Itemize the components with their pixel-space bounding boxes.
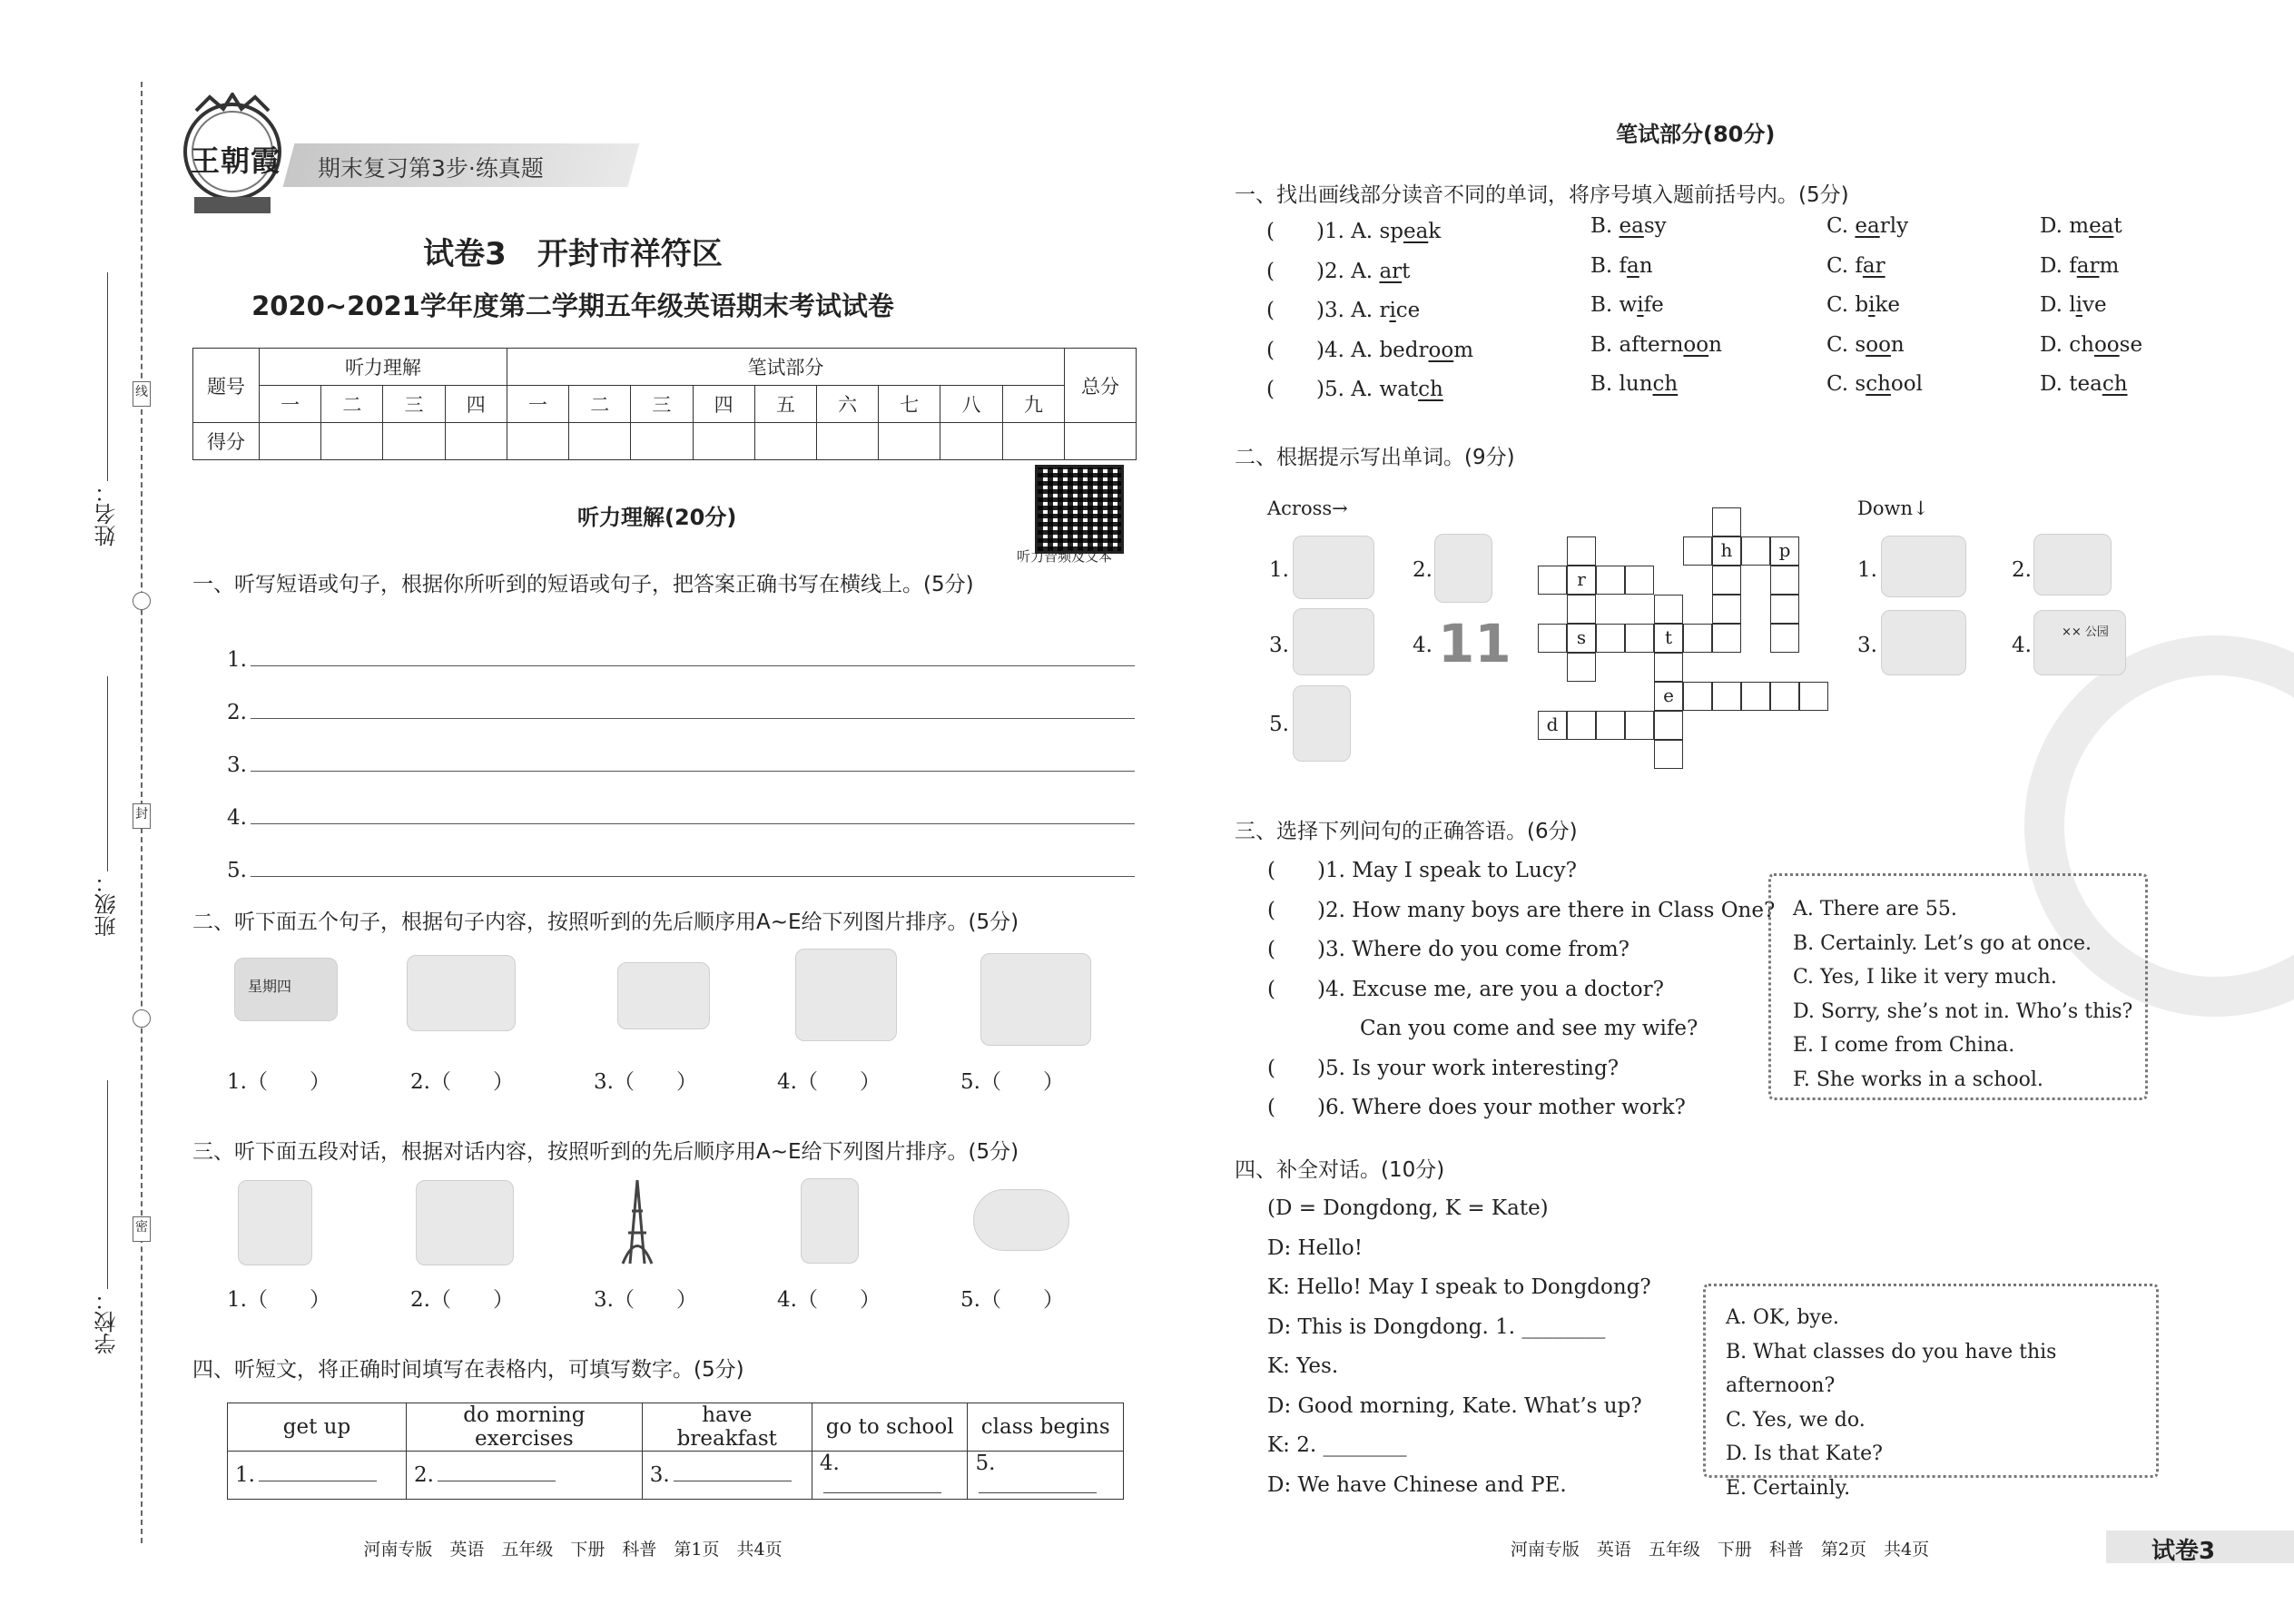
word-underlined: ar — [1862, 253, 1885, 278]
word-part: C. s — [1826, 332, 1866, 357]
school-line — [107, 1080, 108, 1289]
dialogue-line: D: Hello! — [1267, 1235, 1363, 1260]
w-q4-title: 四、补全对话。(10分) — [1235, 1158, 1445, 1182]
word-underlined: ch — [1418, 378, 1443, 401]
score-table — [192, 348, 1137, 460]
across-num: 5. — [1269, 713, 1289, 736]
blank-number: 2. — [414, 1463, 434, 1487]
dialogue-line: D: We have Chinese and PE. — [1267, 1472, 1567, 1497]
listening-group: 听力理解 — [260, 349, 507, 386]
across-label: Across→ — [1267, 497, 1348, 519]
phonics-row — [1266, 372, 2174, 412]
dialogue-line: (D = Dongdong, K = Kate) — [1267, 1196, 1549, 1220]
time-blank[interactable] — [812, 1452, 968, 1500]
time-blank[interactable] — [642, 1452, 812, 1500]
cw-cell[interactable] — [1567, 624, 1596, 653]
word-part: D. m — [2040, 214, 2090, 238]
word-part: t — [2113, 214, 2122, 238]
class-label: 班级： — [94, 871, 120, 937]
score-cell[interactable] — [879, 423, 940, 460]
picture-grandpa-cooking — [407, 955, 516, 1031]
score-cell[interactable] — [816, 423, 878, 460]
cw-cell[interactable] — [1567, 536, 1596, 566]
across-num: 1. — [1269, 558, 1289, 582]
listening-title: 听力理解(20分) — [577, 505, 737, 530]
down-num: 2. — [2012, 558, 2032, 582]
word-part: wat — [1379, 378, 1419, 401]
given-letter: s — [1576, 626, 1587, 648]
word-part: C. — [1826, 214, 1856, 238]
word-underlined: ar — [1379, 259, 1403, 283]
cw-cell[interactable] — [1683, 536, 1712, 566]
across-num: 3. — [1269, 634, 1289, 657]
cw-cell[interactable] — [1712, 566, 1741, 595]
order-2[interactable]: 2.（ ） — [410, 1288, 514, 1312]
given-letter: d — [1546, 714, 1559, 735]
cw-cell[interactable] — [1770, 536, 1799, 566]
option: B. Certainly. Let’s go at once. — [1793, 931, 2092, 955]
picture-people-walking — [1881, 536, 1966, 597]
word-part: sp — [1379, 220, 1403, 243]
footer-left: 河南专版 英语 五年级 下册 科普 第1页 共4页 — [363, 1540, 783, 1560]
word-part: n — [1639, 253, 1653, 278]
exam-title: 2020~2021学年度第二学期五年级英语期末考试试卷 — [251, 290, 894, 321]
col-num: 二 — [569, 386, 631, 423]
blank-number: 3. — [649, 1463, 670, 1487]
picture-boy-waving — [1434, 534, 1492, 603]
seal-mark-2: 封 — [133, 803, 151, 829]
word-part: D. f — [2040, 253, 2077, 278]
score-cell[interactable] — [321, 423, 383, 460]
picture-books — [617, 962, 710, 1029]
dialogue-line: K: Hello! May I speak to Dongdong? — [1267, 1275, 1651, 1299]
score-cell[interactable] — [754, 423, 816, 460]
paper-title — [0, 229, 1146, 273]
brand-text: 王朝霞 — [191, 143, 281, 178]
given-letter: r — [1577, 568, 1586, 590]
time-blank[interactable] — [228, 1452, 407, 1500]
word-part: t — [1402, 259, 1411, 283]
footer-right: 河南专版 英语 五年级 下册 科普 第2页 共4页 — [1510, 1540, 1930, 1560]
picture-hospital — [1293, 608, 1374, 675]
cw-cell[interactable] — [1654, 682, 1683, 711]
score-row-header: 题号 — [193, 349, 260, 423]
word-part: n — [1890, 332, 1905, 357]
picture-clock-bed — [416, 1180, 514, 1265]
phonics-rows — [1266, 214, 2174, 412]
cw-cell[interactable] — [1596, 566, 1625, 595]
score-cell[interactable] — [445, 423, 507, 460]
score-cell[interactable] — [1002, 423, 1064, 460]
word-part: bedr — [1379, 338, 1429, 362]
order-5[interactable]: 5.（ ） — [960, 1288, 1064, 1312]
word-part: D. ch — [2040, 332, 2094, 357]
word-part: B. w — [1590, 293, 1638, 317]
word-underlined: oo — [1683, 332, 1709, 357]
option: E. Certainly. — [1726, 1476, 1851, 1500]
dialogue-line[interactable]: K: 2. ________ — [1267, 1433, 1407, 1457]
w-q3-options-box — [1768, 873, 2148, 1100]
word-part: fe — [1643, 293, 1664, 317]
col-num: 七 — [879, 386, 940, 423]
w-q4-options-box — [1703, 1284, 2159, 1500]
option: A. There are 55. — [1793, 898, 1957, 920]
picture-city-skyline — [2033, 534, 2112, 595]
blank-number: 4. — [819, 1452, 840, 1475]
seal-mark-1: 线 — [133, 381, 151, 407]
question[interactable]: ( )2. How many boys are there in Class One? — [1267, 898, 1776, 922]
col-num: 六 — [816, 386, 878, 423]
word-underlined: i — [1389, 299, 1396, 322]
time-table — [227, 1403, 1124, 1500]
blank-number: 1. — [235, 1463, 255, 1487]
row-bracket[interactable]: ( )3. A. — [1266, 299, 1373, 322]
cw-cell[interactable] — [1654, 740, 1683, 769]
cw-cell[interactable] — [1712, 536, 1741, 566]
score-cell[interactable] — [260, 423, 321, 460]
picture-park-gate — [2033, 610, 2126, 675]
option: C. Yes, we do. — [1726, 1408, 1866, 1432]
line-number: 3. — [227, 753, 247, 777]
col-num: 九 — [1002, 386, 1064, 423]
cw-cell[interactable] — [1770, 566, 1799, 595]
word-part: C. b — [1826, 293, 1869, 317]
score-cell[interactable] — [569, 423, 631, 460]
across-num: 2. — [1413, 558, 1433, 582]
dictation-lines — [227, 619, 1135, 882]
score-cell[interactable] — [383, 423, 445, 460]
word-part: B. aftern — [1590, 332, 1684, 357]
cw-cell[interactable] — [1567, 566, 1596, 595]
total-header: 总分 — [1065, 349, 1137, 423]
w-q2-title: 二、根据提示写出单词。(9分) — [1235, 446, 1515, 469]
word-part: D. l — [2040, 293, 2076, 317]
cw-cell[interactable] — [1567, 711, 1596, 740]
phonics-row — [1266, 293, 2174, 333]
question-continued: Can you come and see my wife? — [1360, 1017, 1698, 1040]
cw-cell[interactable] — [1596, 711, 1625, 740]
word-part: se — [2119, 332, 2143, 357]
cw-cell[interactable] — [1654, 624, 1683, 653]
binding-hole-1 — [133, 592, 151, 610]
word-part: ool — [1890, 372, 1923, 396]
word-underlined: ea — [2089, 214, 2114, 238]
order-2[interactable]: 2.（ ） — [410, 1070, 514, 1094]
cw-cell[interactable] — [1770, 595, 1799, 624]
word-part: n — [1708, 332, 1722, 357]
down-label: Down↓ — [1857, 497, 1929, 519]
word-part: ce — [1395, 299, 1421, 322]
order-3[interactable]: 3.（ ） — [594, 1070, 697, 1094]
col-num: 四 — [445, 386, 507, 423]
row-bracket[interactable]: ( )2. A. — [1266, 259, 1373, 283]
cw-cell[interactable] — [1654, 653, 1683, 682]
col-num: 三 — [631, 386, 693, 423]
across-num: 4. — [1413, 634, 1433, 657]
cw-cell[interactable] — [1654, 711, 1683, 740]
dialogue-line: K: Yes. — [1267, 1354, 1339, 1378]
down-num: 4. — [2012, 634, 2032, 657]
qr-caption: 听力音频及文本 — [1017, 548, 1113, 565]
answer-line[interactable] — [251, 665, 1135, 666]
score-cell[interactable] — [631, 423, 693, 460]
row-bracket[interactable]: ( )5. A. — [1266, 378, 1373, 401]
name-label: 姓名： — [94, 481, 120, 546]
cw-cell[interactable] — [1538, 566, 1567, 595]
cw-cell[interactable] — [1741, 682, 1770, 711]
school-label: 学校： — [94, 1289, 120, 1354]
given-letter: h — [1720, 539, 1733, 561]
picture-girl-phone — [238, 1180, 312, 1265]
cw-cell[interactable] — [1654, 595, 1683, 624]
word-part: k — [1428, 220, 1442, 243]
word-underlined: i — [2075, 293, 2082, 317]
score-cell[interactable] — [1065, 423, 1137, 460]
cw-cell[interactable] — [1625, 624, 1654, 653]
word-underlined: ea — [1619, 214, 1644, 238]
answer-line[interactable] — [251, 823, 1135, 824]
eiffel-tower-icon — [610, 1178, 665, 1265]
word-underlined: oo — [1866, 332, 1891, 357]
picture-classroom — [1881, 610, 1966, 675]
word-part: ke — [1875, 293, 1901, 317]
cw-cell[interactable] — [1712, 682, 1741, 711]
blank-number: 5. — [975, 1452, 996, 1475]
down-num: 1. — [1857, 558, 1877, 582]
col-num: 一 — [507, 386, 568, 423]
picture-girl-dancing — [1293, 685, 1351, 762]
w-q3-questions — [1267, 851, 1775, 1128]
picture-pizza — [973, 1189, 1069, 1251]
l-q3-title: 三、听下面五段对话，根据对话内容，按照听到的先后顺序用A~E给下列图片排序。(5分) — [192, 1140, 1019, 1164]
word-part: C. f — [1826, 253, 1863, 278]
cw-cell[interactable] — [1538, 624, 1567, 653]
word-part: ve — [2082, 293, 2107, 317]
w-q3-title: 三、选择下列问句的正确答语。(6分) — [1235, 820, 1578, 843]
question[interactable]: ( )5. Is your work interesting? — [1267, 1056, 1620, 1080]
col-num: 五 — [754, 386, 816, 423]
qr-code-icon[interactable] — [1035, 465, 1124, 554]
cw-cell[interactable] — [1683, 624, 1712, 653]
row-bracket[interactable]: ( )1. A. — [1266, 220, 1373, 243]
phonics-row — [1266, 214, 2174, 254]
option: D. Sorry, she’s not in. Who’s this? — [1793, 999, 2133, 1023]
line-number: 1. — [227, 648, 247, 672]
calendar-picture — [234, 958, 338, 1021]
answer-line[interactable] — [251, 771, 1135, 772]
col-num: 八 — [940, 386, 1002, 423]
question[interactable]: ( )3. Where do you come from? — [1267, 938, 1629, 961]
picture-doctor — [801, 1178, 859, 1264]
binding-hole-2 — [133, 1009, 151, 1028]
word-underlined: ch — [1866, 372, 1891, 396]
word-part: rly — [1879, 214, 1909, 238]
question[interactable]: ( )1. May I speak to Lucy? — [1267, 859, 1577, 882]
answer-line[interactable] — [251, 876, 1135, 877]
line-number: 5. — [227, 859, 247, 882]
w-q4-dialogue — [1267, 1189, 1651, 1505]
score-cell[interactable] — [940, 423, 1002, 460]
time-header: do morning exercises — [407, 1403, 643, 1452]
answer-line[interactable] — [251, 718, 1135, 719]
cw-cell[interactable] — [1741, 536, 1770, 566]
writing-title: 笔试部分(80分) — [1616, 122, 1776, 147]
cw-cell[interactable] — [1712, 507, 1741, 536]
calendar-day: 星期四 — [248, 978, 292, 995]
word-underlined: i — [1868, 293, 1876, 317]
paper-number: 试卷3 — [423, 236, 507, 272]
given-letter: e — [1663, 684, 1674, 706]
option: D. Is that Kate? — [1726, 1442, 1883, 1465]
option: C. Yes, I like it very much. — [1793, 966, 2057, 989]
cw-cell[interactable] — [1712, 624, 1741, 653]
phonics-row — [1266, 333, 2174, 373]
given-letter: p — [1778, 539, 1791, 561]
word-part: C. s — [1826, 372, 1866, 396]
down-num: 3. — [1857, 634, 1877, 657]
word-underlined: ar — [2076, 253, 2100, 278]
cw-cell[interactable] — [1538, 711, 1567, 740]
writing-group: 笔试部分 — [507, 349, 1064, 386]
picture-girl-bike — [795, 949, 897, 1041]
order-1[interactable]: 1.（ ） — [227, 1070, 330, 1094]
word-part: B. — [1590, 214, 1620, 238]
cw-cell[interactable] — [1596, 624, 1625, 653]
col-num: 三 — [383, 386, 445, 423]
word-underlined: i — [1637, 293, 1644, 317]
row-bracket[interactable]: ( )4. A. — [1266, 338, 1373, 362]
option: B. What classes do you have this afternoon? — [1726, 1340, 2057, 1397]
cw-cell[interactable] — [1683, 682, 1712, 711]
cw-cell[interactable] — [1567, 595, 1596, 624]
word-part: B. lun — [1590, 372, 1653, 396]
order-4[interactable]: 4.（ ） — [777, 1288, 881, 1312]
col-num: 二 — [321, 386, 383, 423]
option: A. OK, bye. — [1726, 1306, 1839, 1329]
dialogue-line: D: Good morning, Kate. What’s up? — [1267, 1393, 1642, 1418]
cw-cell[interactable] — [1770, 624, 1799, 653]
option: E. I come from China. — [1793, 1034, 2015, 1057]
word-underlined: a — [1627, 253, 1639, 278]
word-part: r — [1379, 299, 1390, 322]
order-1[interactable]: 1.（ ） — [227, 1288, 330, 1312]
time-header: have breakfast — [642, 1403, 812, 1452]
time-blank[interactable] — [968, 1452, 1124, 1500]
word-underlined: oo — [1428, 338, 1454, 362]
word-part: m — [2099, 253, 2120, 278]
col-num: 一 — [260, 386, 321, 423]
corner-tag: 试卷3 — [2151, 1538, 2216, 1565]
dialogue-line[interactable]: D: This is Dongdong. 1. ________ — [1267, 1314, 1606, 1339]
time-blank[interactable] — [407, 1452, 643, 1500]
class-line — [107, 676, 108, 871]
word-part: B. f — [1590, 253, 1628, 278]
word-underlined: ea — [1403, 220, 1429, 243]
time-header: class begins — [968, 1403, 1124, 1452]
time-header: go to school — [812, 1403, 968, 1452]
picture-shop — [1293, 536, 1374, 599]
order-5[interactable]: 5.（ ） — [960, 1070, 1064, 1094]
l-q1-title: 一、听写短语或句子，根据你所听到的短语或句子，把答案正确书写在横线上。(5分) — [192, 573, 974, 596]
phonics-row — [1266, 254, 2174, 294]
order-4[interactable]: 4.（ ） — [777, 1070, 881, 1094]
l-q4-title: 四、听短文，将正确时间填写在表格内，可填写数字。(5分) — [192, 1358, 744, 1382]
score-cell[interactable] — [507, 423, 568, 460]
picture-girl-sleeping — [980, 953, 1091, 1046]
word-underlined: ch — [1652, 372, 1679, 396]
cw-cell[interactable] — [1770, 682, 1799, 711]
number-eleven-icon: 11 — [1438, 613, 1511, 674]
cw-cell[interactable] — [1625, 711, 1654, 740]
cw-cell[interactable] — [1799, 682, 1828, 711]
score-cell[interactable] — [693, 423, 754, 460]
col-num: 四 — [693, 386, 754, 423]
crossword-grid — [1534, 477, 1843, 785]
park-sign: ×× 公园 — [2062, 625, 2109, 639]
question[interactable]: ( )6. Where does your mother work? — [1267, 1096, 1686, 1119]
line-number: 4. — [227, 806, 247, 830]
line-number: 2. — [227, 701, 247, 724]
order-3[interactable]: 3.（ ） — [594, 1288, 697, 1312]
word-underlined: ch — [2102, 372, 2128, 396]
score-row-label: 得分 — [193, 423, 260, 460]
question[interactable]: ( )4. Excuse me, are you a doctor? — [1267, 977, 1664, 1001]
l-q2-title: 二、听下面五个句子，根据句子内容，按照听到的先后顺序用A~E给下列图片排序。(5分) — [192, 910, 1019, 934]
banner-text: 期末复习第3步·练真题 — [318, 155, 544, 182]
district: 开封市祥符区 — [537, 236, 723, 272]
given-letter: t — [1664, 626, 1673, 648]
word-part: sy — [1643, 214, 1667, 238]
time-header: get up — [228, 1403, 407, 1452]
word-underlined: oo — [2093, 332, 2120, 357]
word-part: D. tea — [2040, 372, 2102, 396]
w-q1-title: 一、找出画线部分读音不同的单词，将序号填入题前括号内。(5分) — [1235, 183, 1849, 207]
seal-mark-3: 密 — [133, 1216, 151, 1242]
cw-cell[interactable] — [1712, 595, 1741, 624]
cw-cell[interactable] — [1625, 566, 1654, 595]
word-part: m — [1453, 338, 1474, 362]
word-underlined: ea — [1855, 214, 1880, 238]
option: F. She works in a school. — [1793, 1068, 2043, 1091]
cw-cell[interactable] — [1567, 653, 1596, 682]
